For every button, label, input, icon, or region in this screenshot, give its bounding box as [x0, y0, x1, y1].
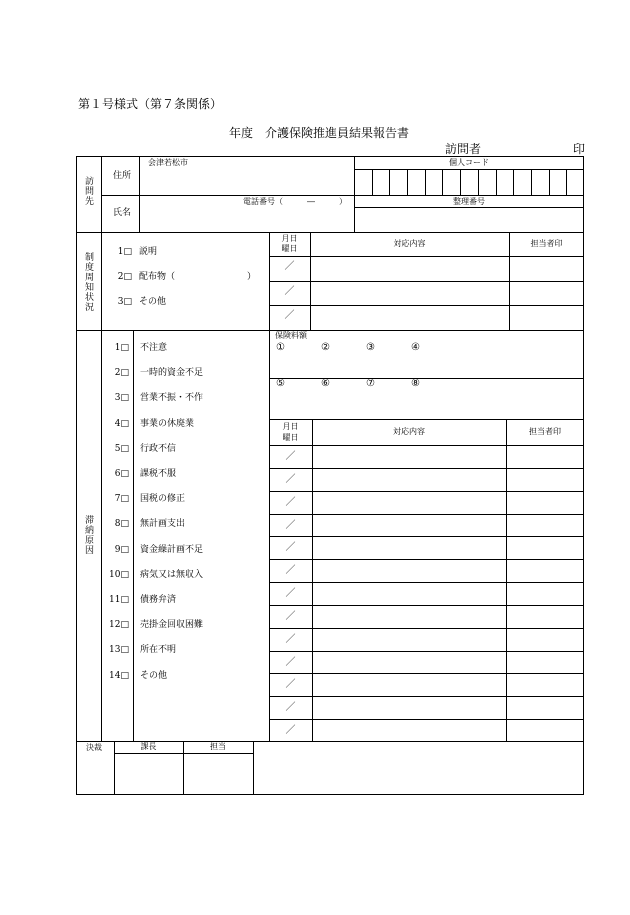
log-row-divider [269, 582, 584, 583]
premium-mark: ① [276, 342, 285, 353]
arrears-item-label: 一時的資金不足 [140, 368, 204, 378]
arrears-item-label: 売掛金回収困難 [140, 620, 204, 630]
system-header: 制度周知状況 [83, 252, 93, 312]
arrears-item-label: 資金繰計画不足 [140, 545, 204, 555]
log-row-divider [269, 696, 584, 697]
date-slash: ／ [285, 634, 296, 645]
date-slash: ／ [285, 520, 296, 531]
date-slash: ／ [284, 261, 295, 272]
code-cell-divider [531, 169, 532, 195]
arrears-item-number: 13□ [109, 645, 129, 655]
arrears-item-number: 14□ [109, 671, 129, 681]
address-value: 会津若松市 [148, 158, 188, 167]
chief-label: 課長 [140, 742, 157, 751]
log-row-divider [269, 673, 584, 674]
code-cell-divider [496, 169, 497, 195]
form-number: 第１号様式（第７条関係） [78, 97, 223, 111]
arrears-item-number: 5□ [114, 444, 129, 454]
system-item-label: 配布物（ ） [139, 272, 257, 282]
arrears-item-number: 8□ [114, 519, 129, 529]
arrears-item-number: 6□ [114, 469, 129, 479]
content-header-2: 対応内容 [393, 427, 425, 436]
date-slash: ／ [285, 565, 296, 576]
premium-label: 保険料額 [275, 331, 307, 340]
arrears-item-number: 9□ [114, 545, 129, 555]
form-title: 年度 介護保険推進員結果報告書 [229, 126, 410, 140]
arrears-item-label: 不注意 [140, 343, 168, 353]
system-item-number: 2□ [117, 272, 132, 282]
arrears-item-label: 営業不振・不作 [140, 393, 204, 403]
date-slash: ／ [284, 310, 295, 321]
arrears-item-label: 課税不服 [140, 469, 177, 479]
date-slash: ／ [285, 451, 296, 462]
code-cell-divider [407, 169, 408, 195]
code-cell-divider [549, 169, 550, 195]
staff-seal-header-2: 担当者印 [529, 427, 561, 436]
log-row-divider [269, 514, 584, 515]
code-cell-divider [372, 169, 373, 195]
date-slash: ／ [285, 679, 296, 690]
ref-number-label: 整理番号 [453, 197, 485, 206]
date-slash: ／ [285, 542, 296, 553]
arrears-header: 滞納原因 [83, 515, 93, 555]
code-cell-divider [566, 169, 567, 195]
arrears-item-label: 無計画支出 [140, 519, 186, 529]
code-cell-divider [389, 169, 390, 195]
log-row-divider [269, 559, 584, 560]
date-slash: ／ [285, 588, 296, 599]
staff-seal-header-1: 担当者印 [530, 239, 563, 248]
phone-label: 電話番号（ ― ） [243, 197, 347, 206]
code-cell-divider [460, 169, 461, 195]
date-slash: ／ [285, 702, 296, 713]
arrears-item-label: その他 [140, 671, 168, 681]
arrears-item-label: 債務弁済 [140, 595, 177, 605]
arrears-item-label: 病気又は無収入 [140, 570, 204, 580]
arrears-item-number: 12□ [109, 620, 129, 630]
premium-mark: ④ [411, 342, 420, 353]
log-row-divider [269, 719, 584, 720]
date-slash: ／ [285, 657, 296, 668]
premium-mark: ⑤ [276, 378, 285, 389]
code-cell-divider [442, 169, 443, 195]
log-row-divider [269, 628, 584, 629]
visit-header: 訪問先 [83, 176, 93, 206]
log-row-divider [269, 651, 584, 652]
arrears-item-label: 事業の休廃業 [140, 419, 195, 429]
date-header-2: 月日 [282, 422, 299, 431]
log-row-divider [269, 605, 584, 606]
approval-label: 決裁 [86, 743, 102, 752]
arrears-item-number: 2□ [114, 368, 129, 378]
arrears-item-number: 1□ [114, 343, 129, 353]
arrears-item-number: 3□ [114, 393, 129, 403]
code-cell-divider [425, 169, 426, 195]
date-slash: ／ [284, 286, 295, 297]
arrears-item-label: 国税の修正 [140, 494, 186, 504]
date-slash: ／ [285, 611, 296, 622]
arrears-item-number: 7□ [114, 494, 129, 504]
premium-mark: ⑦ [366, 378, 375, 389]
log-row-divider [269, 468, 584, 469]
premium-mark: ⑧ [411, 378, 420, 389]
weekday-header-1: 曜日 [281, 244, 298, 253]
date-header-1: 月日 [281, 234, 298, 243]
arrears-item-label: 行政不信 [140, 444, 177, 454]
premium-mark: ⑥ [321, 378, 330, 389]
premium-mark: ② [321, 342, 330, 353]
address-label: 住所 [113, 171, 132, 181]
code-cell-divider [478, 169, 479, 195]
content-header-1: 対応内容 [393, 239, 426, 248]
personal-code-label: 個人コード [449, 158, 489, 167]
arrears-item-number: 11□ [109, 595, 129, 605]
date-slash: ／ [285, 497, 296, 508]
code-cell-divider [513, 169, 514, 195]
weekday-header-2: 曜日 [282, 433, 299, 442]
arrears-item-number: 10□ [109, 570, 129, 580]
visitor-label: 訪問者 [445, 142, 482, 156]
arrears-item-number: 4□ [114, 419, 129, 429]
date-slash: ／ [285, 725, 296, 736]
system-item-number: 1□ [117, 247, 132, 257]
seal-label: 印 [573, 142, 586, 156]
date-slash: ／ [285, 474, 296, 485]
premium-mark: ③ [366, 342, 375, 353]
log-row-divider [269, 491, 584, 492]
system-item-label: 説明 [139, 247, 158, 257]
log-row-divider [269, 536, 584, 537]
system-item-number: 3□ [117, 297, 132, 307]
arrears-item-label: 所在不明 [140, 645, 177, 655]
staff-label: 担当 [210, 742, 226, 751]
name-label: 氏名 [113, 208, 132, 218]
system-item-label: その他 [139, 297, 167, 307]
